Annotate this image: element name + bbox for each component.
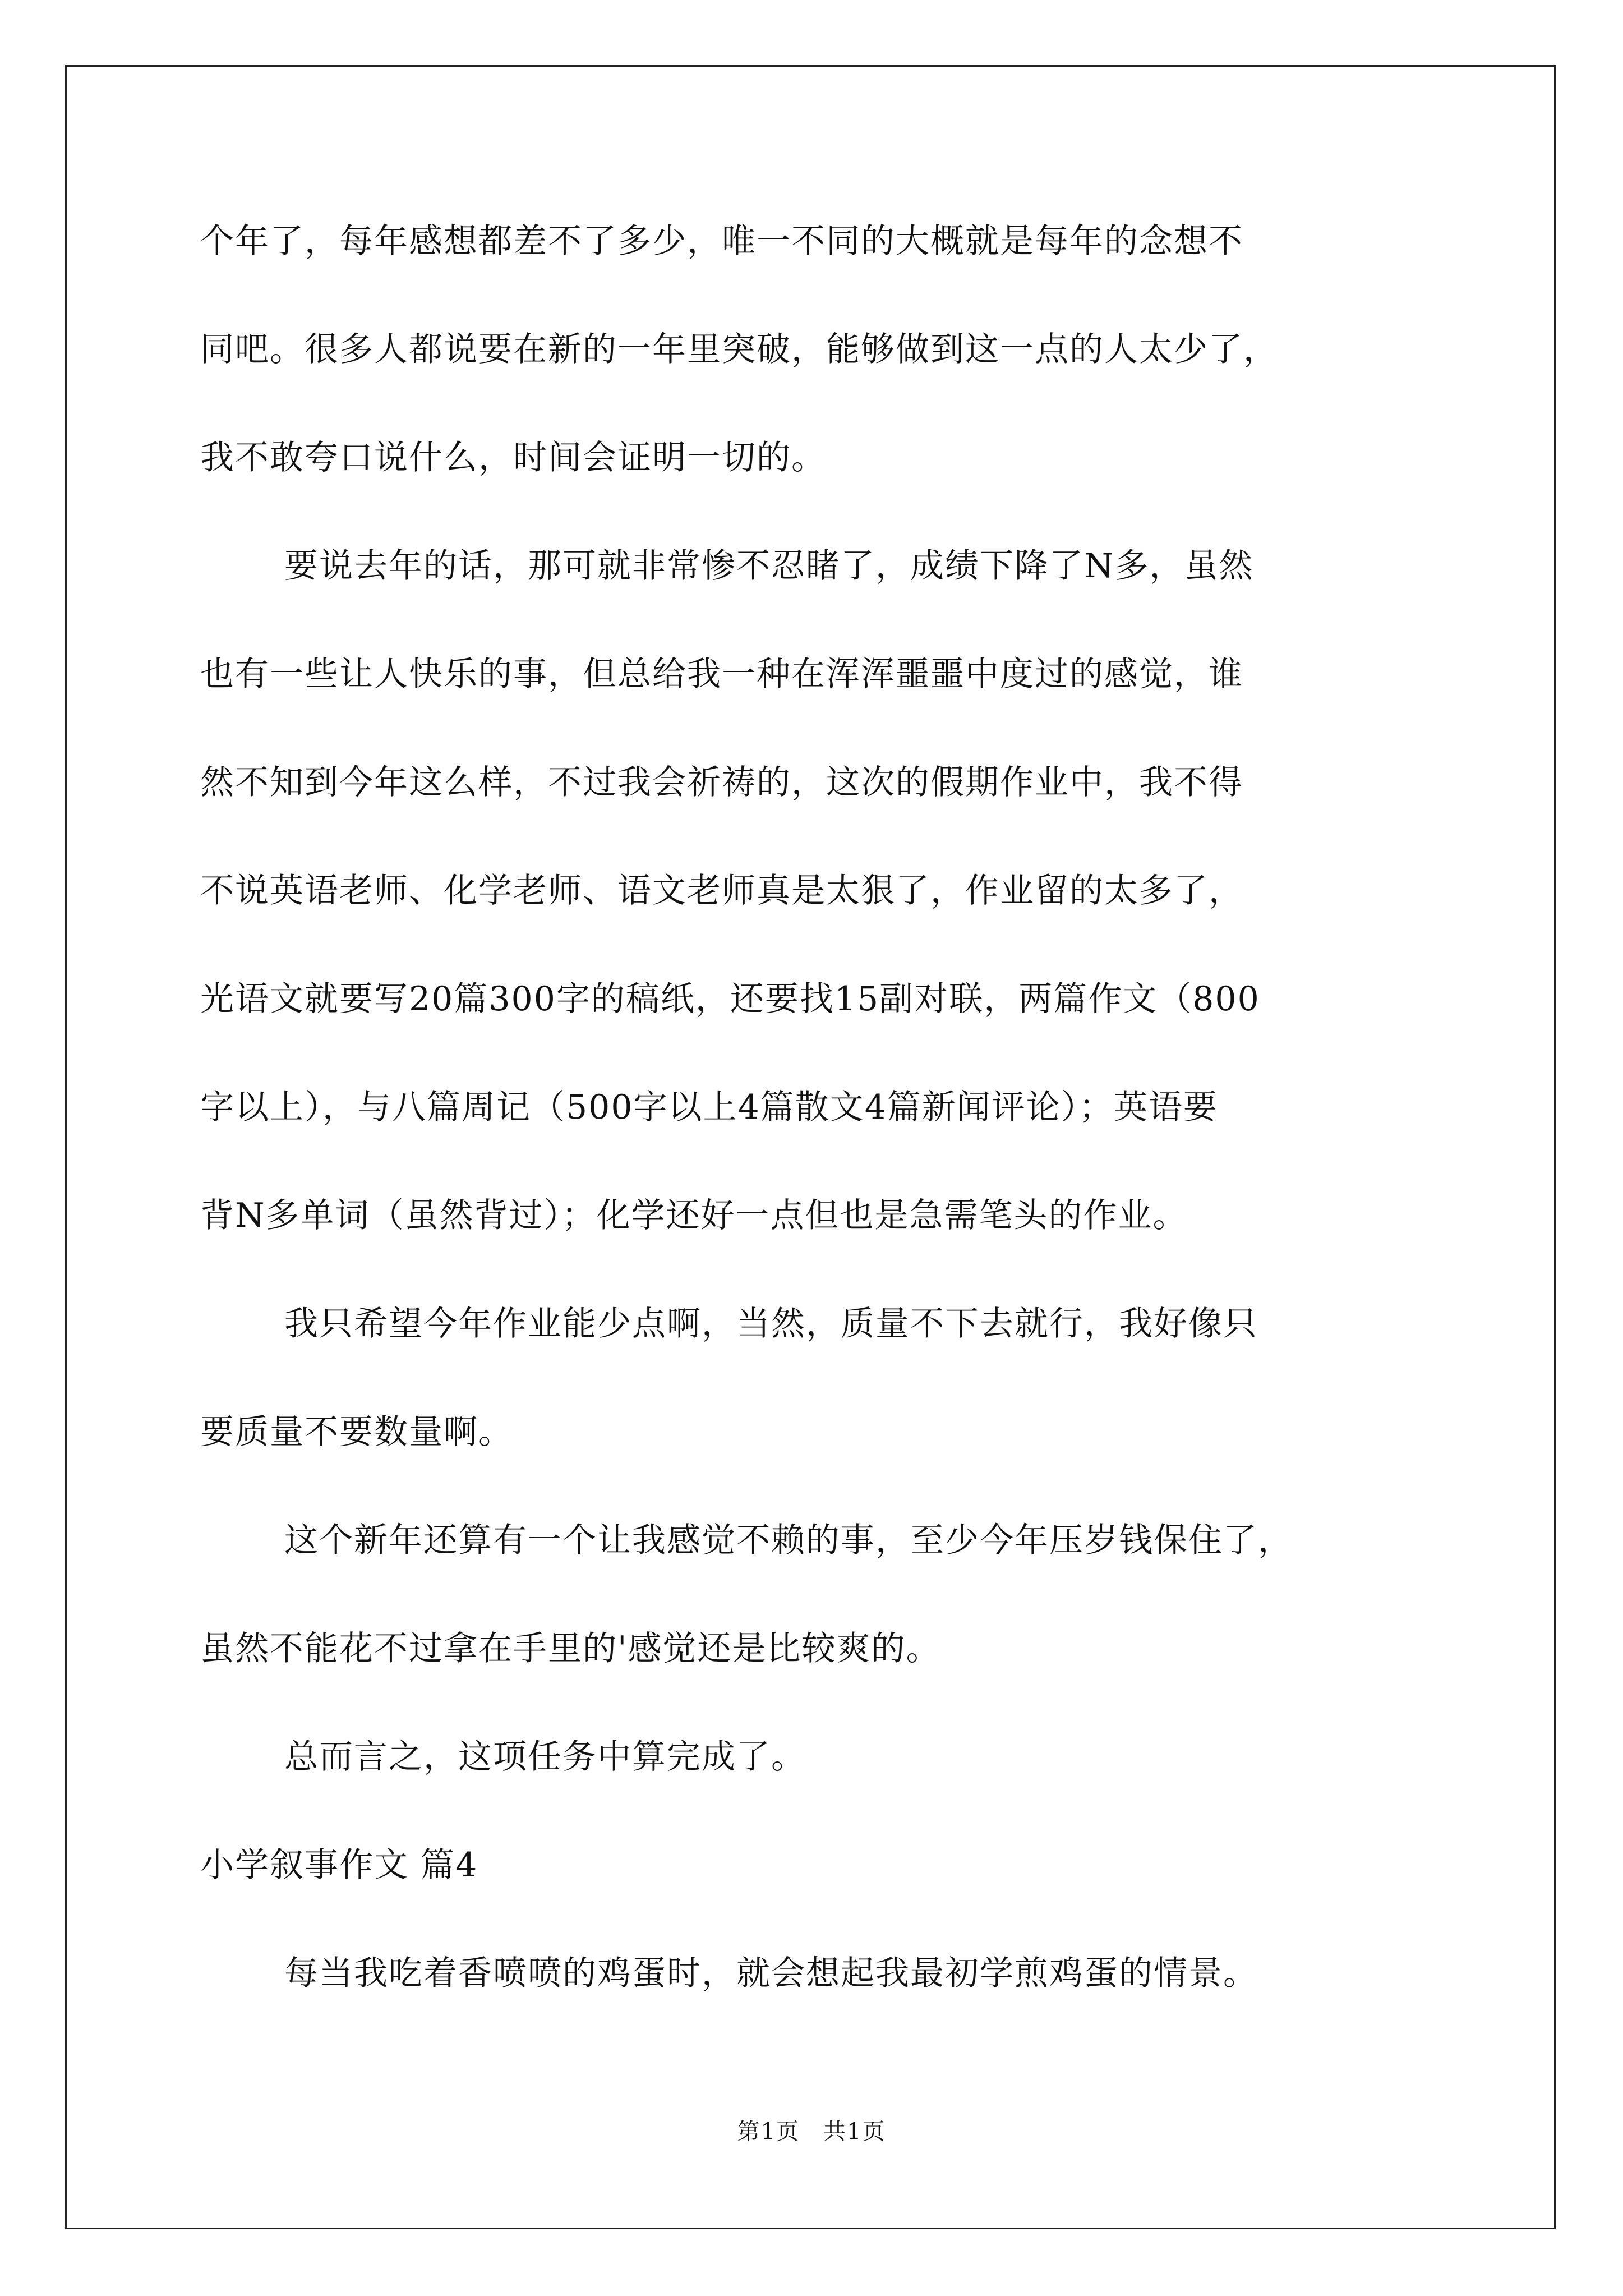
- section-heading: 小学叙事作文 篇4: [200, 1846, 478, 1885]
- paragraph-line: 背N多单词（虽然背过）；化学还好一点但也是急需笔头的作业。: [200, 1196, 1188, 1235]
- paragraph-line: 要质量不要数量啊。: [200, 1412, 513, 1452]
- paragraph-line: 我不敢夸口说什么，时间会证明一切的。: [200, 438, 826, 477]
- paragraph-line: 光语文就要写20篇300字的稿纸，还要找15副对联，两篇作文（800: [200, 979, 1260, 1019]
- paragraph-line: 总而言之，这项任务中算完成了。: [284, 1737, 806, 1777]
- paragraph-line: 同吧。很多人都说要在新的一年里突破，能够做到这一点的人太少了，: [200, 330, 1278, 369]
- paragraph-line: 然不知到今年这么样，不过我会祈祷的，这次的假期作业中，我不得: [200, 763, 1243, 802]
- paragraph-line: 字以上），与八篇周记（500字以上4篇散文4篇新闻评论）；英语要: [200, 1088, 1218, 1127]
- paragraph-line: 每当我吃着香喷喷的鸡蛋时，就会想起我最初学煎鸡蛋的情景。: [284, 1954, 1258, 1993]
- page-number-footer: 第1页 共1页: [737, 2119, 886, 2145]
- paragraph-line: 不说英语老师、化学老师、语文老师真是太狠了，作业留的太多了，: [200, 871, 1243, 910]
- paragraph-line: 虽然不能花不过拿在手里的'感觉还是比较爽的。: [200, 1629, 941, 1668]
- paragraph-line: 个年了，每年感想都差不了多少，唯一不同的大概就是每年的念想不: [200, 222, 1243, 261]
- paragraph-line: 要说去年的话，那可就非常惨不忍睹了，成绩下降了N多，虽然: [284, 546, 1254, 586]
- page-border: [65, 65, 1556, 2229]
- paragraph-line: 这个新年还算有一个让我感觉不赖的事，至少今年压岁钱保住了，: [284, 1521, 1293, 1560]
- paragraph-line: 我只希望今年作业能少点啊，当然，质量不下去就行，我好像只: [284, 1304, 1258, 1343]
- paragraph-line: 也有一些让人快乐的事，但总给我一种在浑浑噩噩中度过的感觉，谁: [200, 655, 1243, 694]
